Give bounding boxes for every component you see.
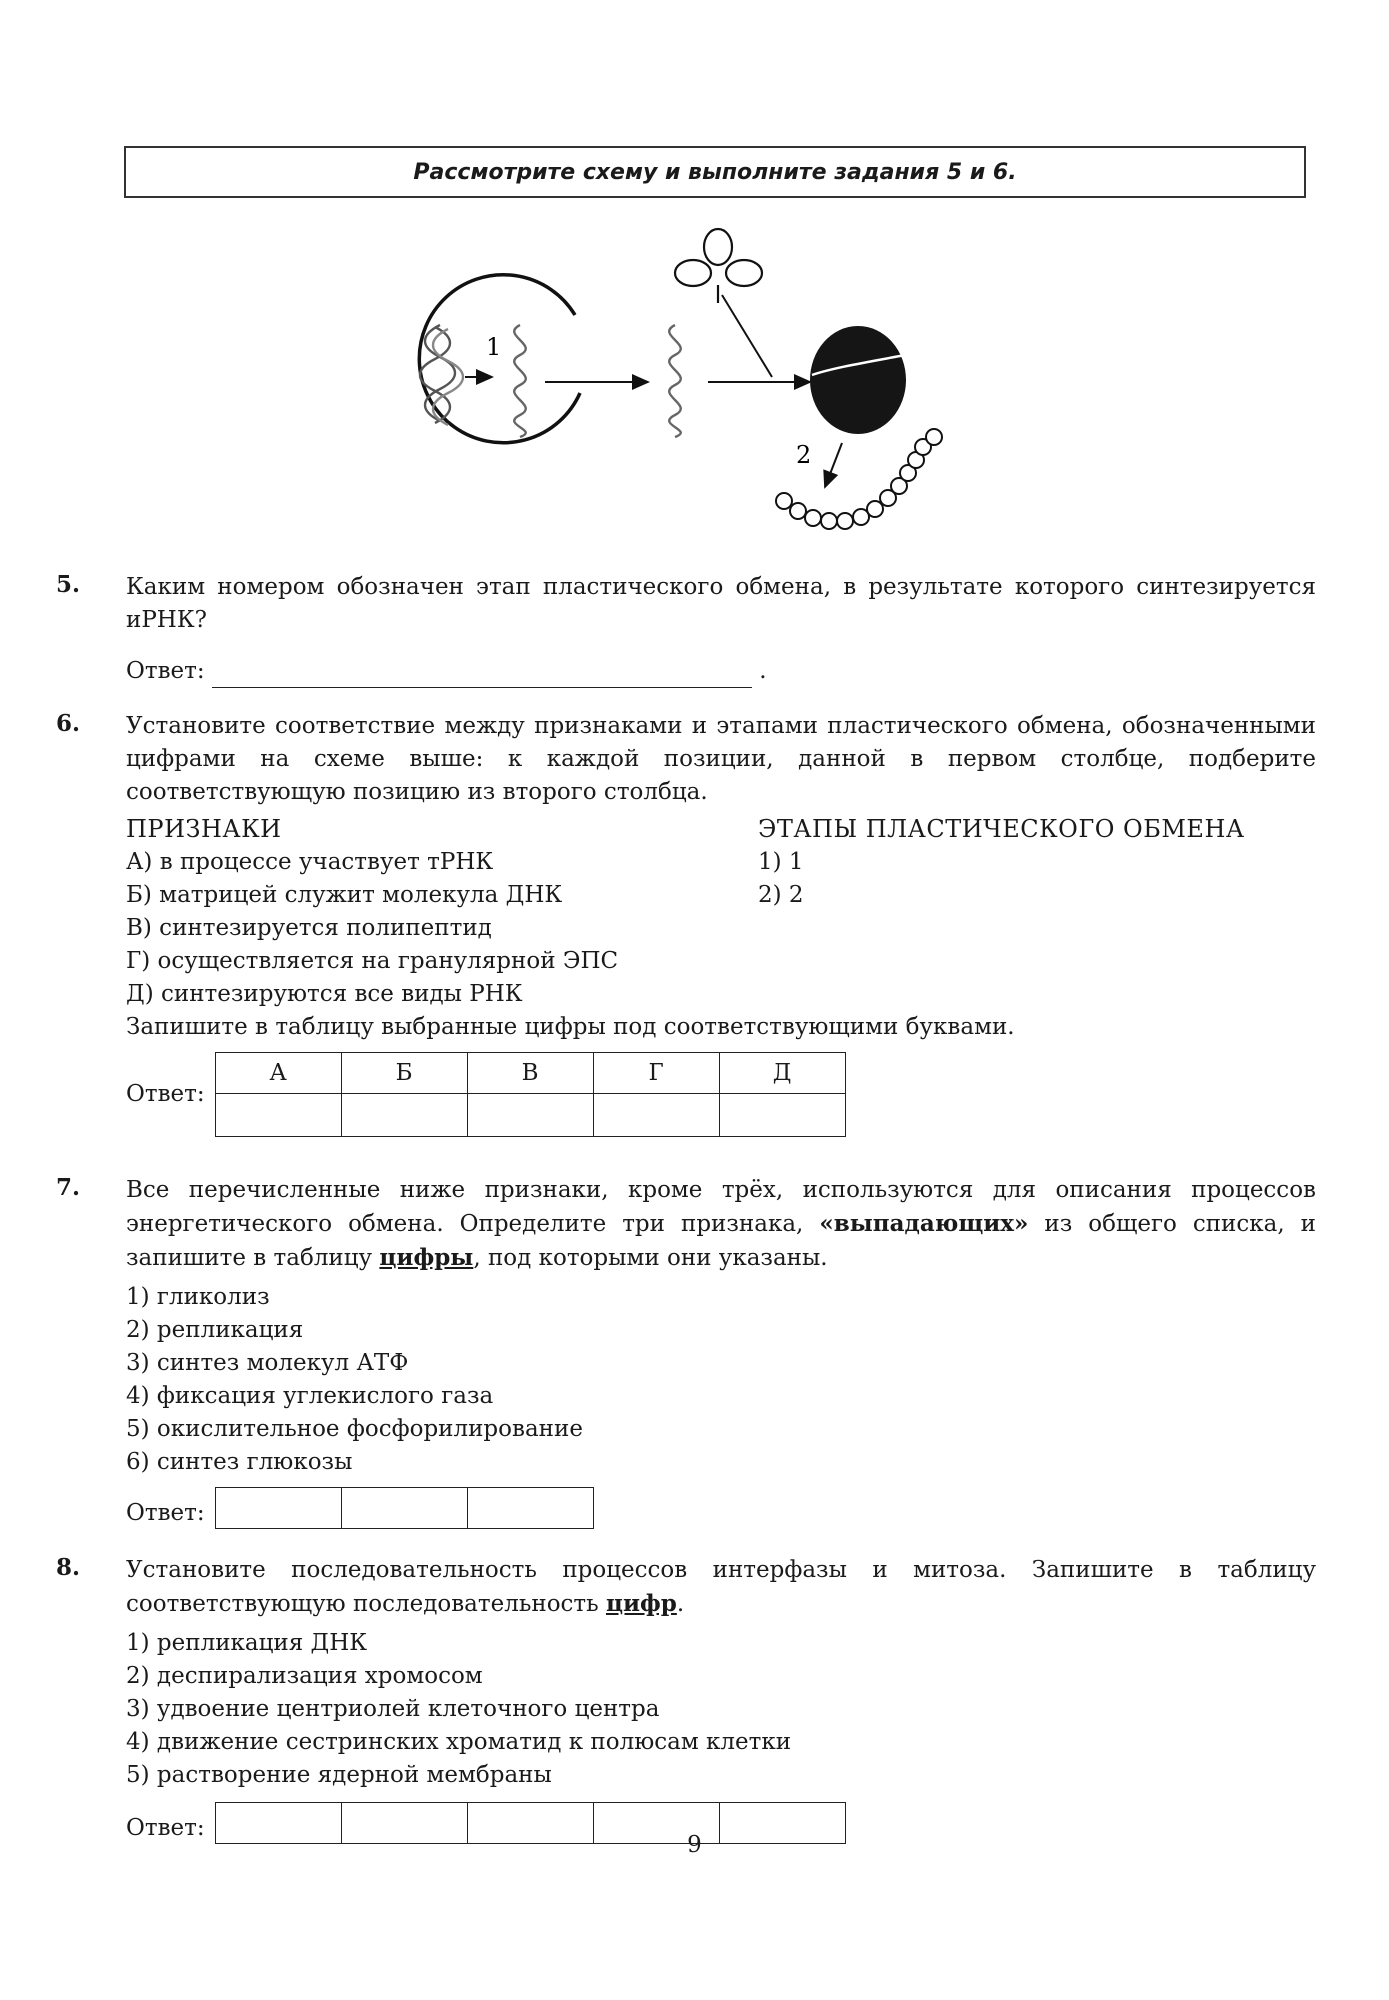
answer-table [215, 1487, 594, 1529]
answer-cell[interactable] [341, 1094, 467, 1137]
task-question [126, 1554, 1316, 1621]
feature-item: В) синтезируется полипептид [126, 915, 492, 941]
task-6 [56, 710, 1316, 1137]
answer-cell[interactable] [215, 1094, 341, 1137]
task-5 [56, 571, 1316, 688]
question-emphasis: цифры [379, 1244, 474, 1271]
feature-item: Г) осуществляется на гранулярной ЭПС [126, 948, 619, 974]
table-instruction: Запишите в таблицу выбранные цифры под соответствующими буквами. [126, 1014, 1015, 1040]
ribosome [810, 326, 906, 434]
task-8 [56, 1554, 1316, 1845]
matching-columns [126, 813, 1316, 1011]
feature-item: Д) синтезируются все виды РНК [126, 981, 523, 1007]
mrna-strand-nucleus [514, 325, 526, 437]
trna-pointer-line [722, 295, 772, 377]
answer-cell[interactable] [467, 1487, 593, 1528]
answer-blank-line[interactable] [212, 663, 752, 688]
list-item: 1) репликация ДНК [126, 1630, 368, 1656]
answer-table-header: В [467, 1053, 593, 1094]
stage-item: 1) 1 [758, 849, 804, 875]
question-text: Все перечисленные ниже признаки, кроме трёх, используются для описания процессов энергетического обмена. Определите три признака, [126, 1177, 1316, 1237]
features-column [126, 813, 758, 1011]
list-item: 2) деспирализация хромосом [126, 1663, 483, 1689]
list-item: 3) синтез молекул АТФ [126, 1350, 409, 1376]
list-item: 4) движение сестринских хроматид к полюсам клетки [126, 1729, 792, 1755]
page-number: 9 [687, 1832, 702, 1858]
answer-table [215, 1052, 846, 1137]
features-header: ПРИЗНАКИ [126, 815, 282, 843]
answer-label: Ответ: [126, 658, 205, 684]
dna-helix [420, 325, 463, 425]
answer-label: Ответ: [126, 1500, 205, 1526]
question-text: . [676, 1591, 685, 1617]
list-item: 6) синтез глюкозы [126, 1449, 353, 1475]
translation-arrow [825, 443, 842, 487]
answer-cell[interactable] [467, 1094, 593, 1137]
list-item: 2) репликация [126, 1317, 304, 1343]
question-emphasis: «выпадающих» [819, 1210, 1029, 1237]
mrna-strand-cytoplasm [669, 325, 681, 437]
answer-table-header: А [215, 1053, 341, 1094]
stage-item: 2) 2 [758, 882, 804, 908]
instruction-header-text: Рассмотрите схему и выполните задания 5 и 6. [413, 159, 1017, 185]
question-emphasis: цифр [605, 1590, 677, 1617]
task-number: 5. [56, 571, 81, 598]
list-item: 5) окислительное фосфорилирование [126, 1416, 583, 1442]
task-question: Каким номером обозначен этап пластического обмена, в результате которого синтезируется иРНК? [126, 574, 1316, 633]
task-7 [56, 1174, 1316, 1530]
question-text: Установите последовательность процессов интерфазы и митоза. Запишите в таблицу соответствующую последовательность [126, 1557, 1316, 1617]
answer-table-header: Б [341, 1053, 467, 1094]
option-list [126, 1627, 1316, 1792]
feature-item: Б) матрицей служит молекула ДНК [126, 882, 563, 908]
stages-header: ЭТАПЫ ПЛАСТИЧЕСКОГО ОБМЕНА [758, 815, 1245, 843]
answer-label: Ответ: [126, 1815, 205, 1841]
task-question: Установите соответствие между признаками и этапами пластического обмена, обозначенными цифрами на схеме выше: к каждой позиции, данной в первом столбце, подберите соответствующую позицию из второго столбца. [126, 713, 1316, 805]
answer-table-header: Д [719, 1053, 845, 1094]
stage-1-label: 1 [486, 333, 502, 361]
answer-row [126, 1052, 1316, 1137]
answer-cell[interactable] [215, 1487, 341, 1528]
list-item: 3) удвоение центриолей клеточного центра [126, 1696, 660, 1722]
answer-table-header: Г [593, 1053, 719, 1094]
question-text: из общего списка, и запишите в таблицу [126, 1211, 1316, 1271]
feature-item: А) в процессе участвует тРНК [126, 849, 494, 875]
list-item: 1) гликолиз [126, 1284, 270, 1310]
list-item: 5) растворение ядерной мембраны [126, 1762, 552, 1788]
task-number: 6. [56, 710, 81, 737]
stage-2-label: 2 [796, 441, 812, 469]
question-text: , под которыми они указаны. [473, 1245, 828, 1271]
answer-row: Ответ: . [126, 655, 1316, 688]
answer-row [126, 1485, 1316, 1530]
protein-synthesis-scheme [380, 225, 1000, 545]
trna-icon [675, 229, 762, 303]
option-list [126, 1281, 1316, 1479]
instruction-header-box [124, 146, 1306, 198]
answer-cell[interactable] [593, 1094, 719, 1137]
task-question [126, 1174, 1316, 1275]
stages-column [758, 813, 1245, 1011]
task-number: 8. [56, 1554, 81, 1581]
answer-cell[interactable] [341, 1487, 467, 1528]
list-item: 4) фиксация углекислого газа [126, 1383, 494, 1409]
answer-cell[interactable] [719, 1094, 845, 1137]
task-number: 7. [56, 1174, 81, 1201]
answer-label: Ответ: [126, 1081, 205, 1107]
